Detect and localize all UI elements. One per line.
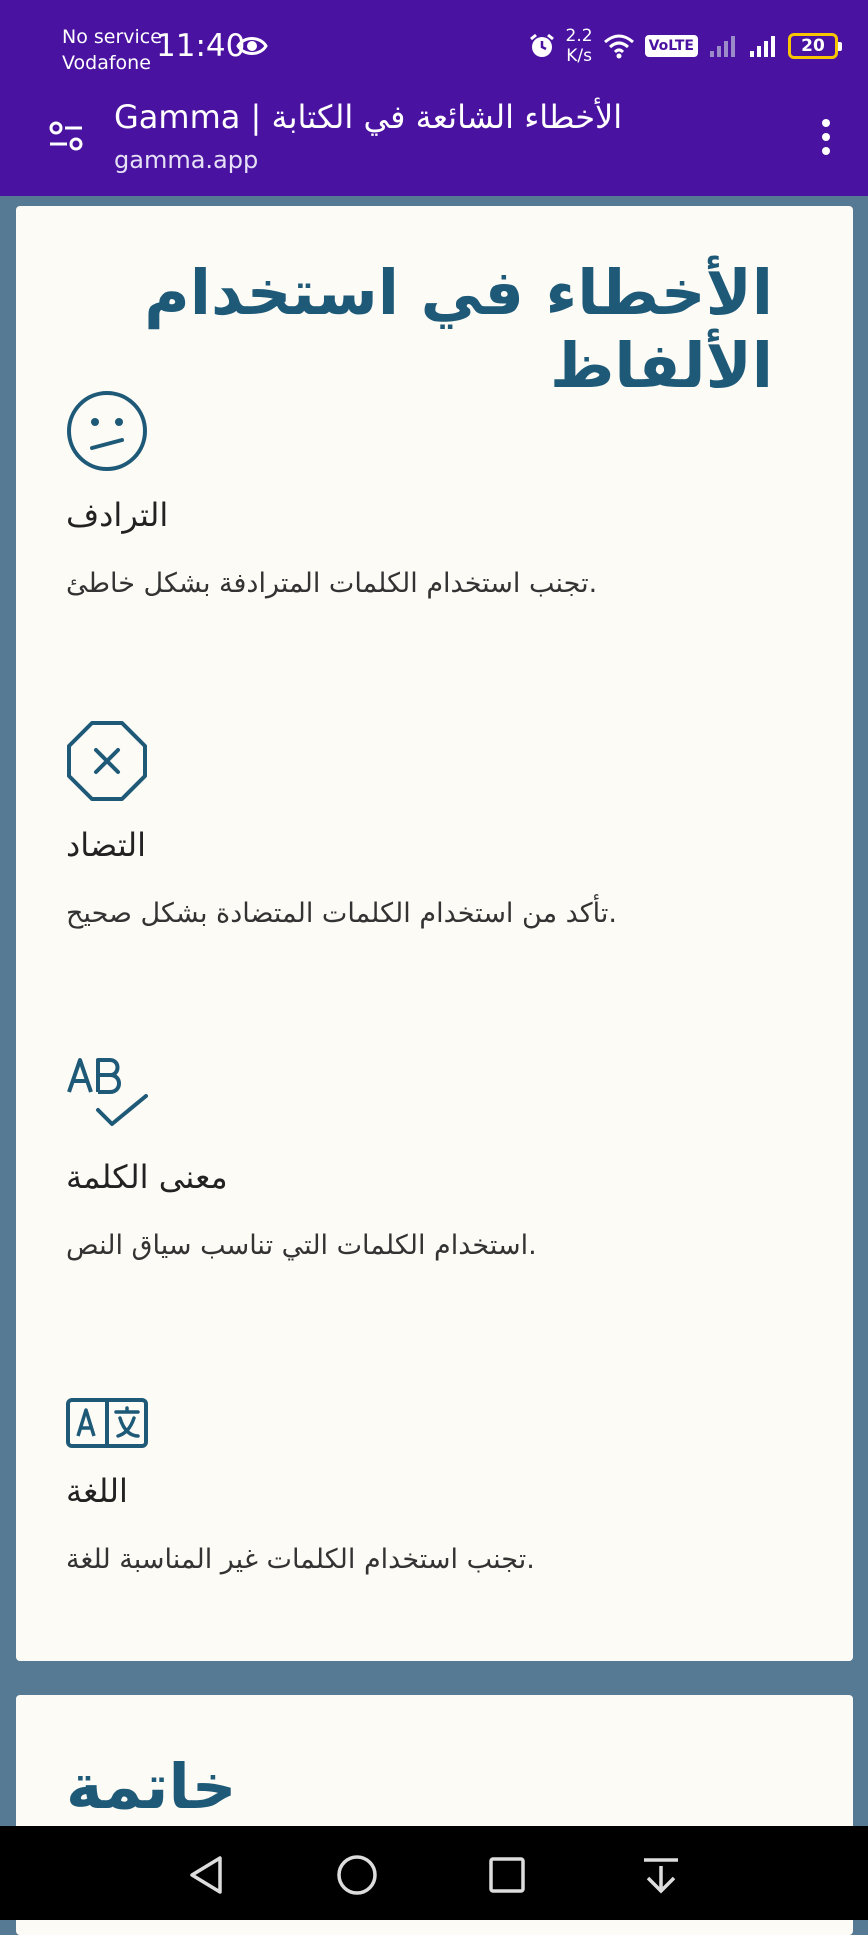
- speed-unit: K/s: [566, 46, 592, 66]
- home-icon[interactable]: [336, 1854, 378, 1896]
- top-bar: [0, 0, 868, 196]
- system-nav-bar: [0, 1826, 868, 1920]
- section-description: تجنب استخدام الكلمات غير المناسبة للغة.: [66, 1544, 535, 1575]
- section-word-meaning: [66, 1052, 806, 1261]
- clock: 11:40: [156, 28, 246, 64]
- card-heading: الأخطاء في استخدام الألفاظ: [144, 256, 773, 402]
- section-description: تأكد من استخدام الكلمات المتضادة بشكل صحيح.: [66, 898, 617, 929]
- carrier-info: [62, 24, 162, 76]
- network-speed: [566, 26, 593, 66]
- more-options-icon[interactable]: [820, 118, 832, 156]
- alarm-icon: [528, 32, 556, 60]
- notification-pull-icon[interactable]: [640, 1854, 682, 1896]
- site-settings-icon[interactable]: [48, 120, 84, 152]
- conclusion-heading: خاتمة: [66, 1750, 237, 1823]
- wifi-icon: [603, 33, 635, 59]
- section-title: التضاد: [66, 826, 147, 864]
- section-title: الترادف: [66, 496, 169, 534]
- back-icon[interactable]: [186, 1854, 228, 1896]
- section-language: [66, 1398, 806, 1575]
- volte-badge: VoLTE: [645, 35, 698, 57]
- recents-icon[interactable]: [486, 1854, 528, 1896]
- section-title: معنى الكلمة: [66, 1158, 228, 1196]
- octagon-x-icon: [66, 720, 148, 802]
- content-card: [16, 206, 853, 1661]
- battery-icon: [788, 33, 838, 59]
- status-icons: [528, 26, 838, 66]
- battery-level: 20: [801, 36, 825, 56]
- carrier-status: No service: [62, 26, 162, 48]
- signal-icon: [748, 33, 778, 59]
- confused-face-icon: [66, 390, 148, 472]
- spellcheck-icon: [66, 1052, 148, 1134]
- translate-icon: [66, 1398, 148, 1448]
- page-domain[interactable]: gamma.app: [114, 146, 259, 174]
- carrier-name: Vodafone: [62, 52, 151, 74]
- section-title: اللغة: [66, 1472, 128, 1510]
- signal-empty-icon: [708, 33, 738, 59]
- section-antonyms: [66, 720, 806, 929]
- speed-value: 2.2: [565, 26, 593, 46]
- eye-icon: [236, 34, 268, 58]
- section-description: استخدام الكلمات التي تناسب سياق النص.: [66, 1230, 537, 1261]
- section-synonyms: [66, 390, 806, 599]
- section-description: تجنب استخدام الكلمات المترادفة بشكل خاطئ.: [66, 568, 598, 599]
- page-title[interactable]: Gamma | الأخطاء الشائعة في الكتابة: [114, 98, 623, 136]
